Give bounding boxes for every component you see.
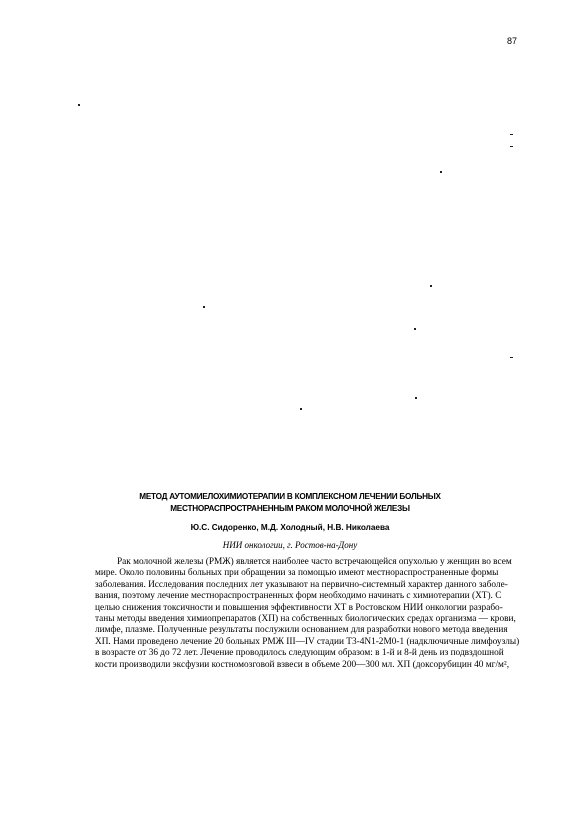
scan-speck xyxy=(415,397,417,399)
article-title-line: МЕТОД АУТОМИЕЛОХИМИОТЕРАПИИ В КОМПЛЕКСНОМ ЛЕЧЕНИИ БОЛЬНЫХ xyxy=(139,492,441,501)
body-line: Рак молочной железы (РМЖ) является наиболее часто встречающейся опухолью у женщин во всем xyxy=(117,557,512,567)
body-line: вания, поэтому лечение местнораспространенных форм необходимо начинать с химиотерапии (ХТ). С xyxy=(95,591,502,602)
scan-dash xyxy=(510,357,513,358)
scan-dash xyxy=(510,134,513,135)
body-line: в возрасте от 36 до 72 лет. Лечение проводилось следующим образом: в 1-й и 8-й день из подвздошной xyxy=(95,648,504,659)
scan-speck xyxy=(78,104,80,106)
scan-speck xyxy=(300,408,302,410)
article-affiliation: НИИ онкологии, г. Ростов-на-Дону xyxy=(222,540,358,550)
body-line: таны методы введения химиопрепаратов (ХП) на собственных биологических средах организма — крови, xyxy=(95,614,516,625)
body-line: кости производили эксфузии костномозговой взвеси в объеме 200—300 мл. ХП (доксорубицин 40 мг/м², xyxy=(95,659,510,670)
body-line: заболевания. Исследования последних лет указывают на первично-системный характер данного заболе- xyxy=(95,579,508,590)
scan-speck xyxy=(414,328,416,330)
scan-speck xyxy=(203,306,205,308)
body-line: лимфе, плазме. Полученные результаты послужили основанием для разработки нового метода введения xyxy=(95,625,508,636)
scan-speck xyxy=(430,285,432,287)
body-line: целью снижения токсичности и повышения эффективности ХТ в Ростовском НИИ онкологии разрабо- xyxy=(95,602,503,613)
body-line: мире. Около половины больных при обращении за помощью имеют местнораспространенные формы xyxy=(95,568,499,579)
article-title-line: МЕСТНОРАСПРОСТРАНЕННЫМ РАКОМ МОЛОЧНОЙ ЖЕЛЕЗЫ xyxy=(170,504,410,513)
body-line: ХП. Нами проведено лечение 20 больных РМЖ III—IV стадии Т3-4N1-2М0-1 (надключичные лимфоузлы) xyxy=(95,636,520,647)
scan-speck xyxy=(440,171,442,173)
article-title xyxy=(100,491,480,515)
page-number: 87 xyxy=(506,36,517,46)
scan-dash xyxy=(510,146,513,147)
article-authors: Ю.С. Сидоренко, М.Д. Холодный, Н.В. Николаева xyxy=(190,523,390,532)
article-body xyxy=(95,557,520,671)
